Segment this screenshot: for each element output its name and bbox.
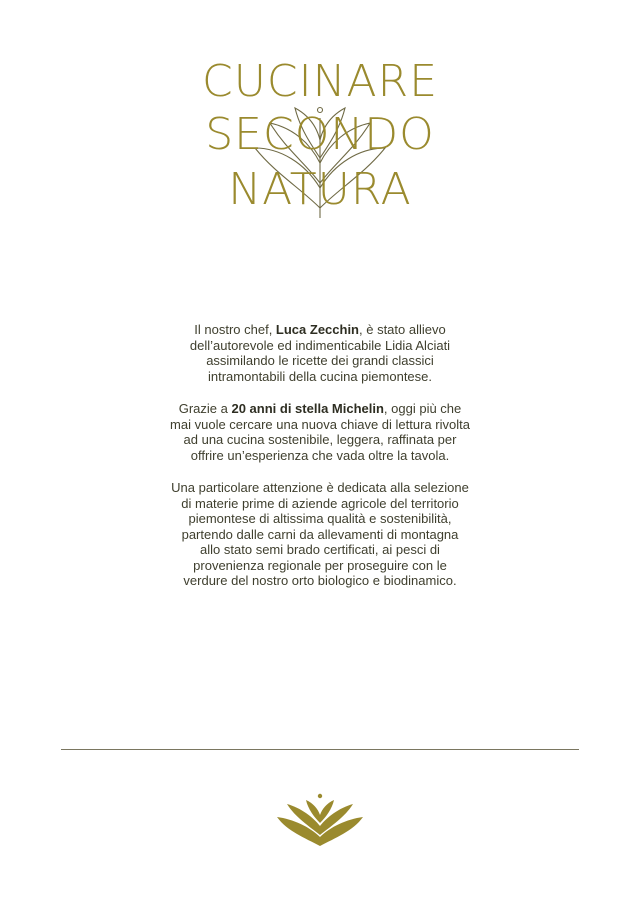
paragraph-2-text-a: Grazie a xyxy=(178,401,232,416)
paragraph-1-text-b: , è stato allievo dell’autorevole ed indimenticabile Lidia Alciati assimilando le ricette dei grandi classici intramontabili della cucina piemontese. xyxy=(189,322,451,384)
paragraph-1 xyxy=(170,322,470,384)
title-line-3: NATURA xyxy=(228,164,412,215)
paragraph-1-text-a: Il nostro chef, xyxy=(194,322,276,337)
leaf-logo-icon xyxy=(275,793,365,848)
body-text xyxy=(170,322,470,606)
paragraph-3-text: Una particolare attenzione è dedicata alla selezione di materie prime di aziende agricole del territorio piemontese di altissima qualità e sostenibilità, partendo dalle carni da allevamenti di montagna allo stato semi brado certificati, ai pesci di provenienza regionale per proseguire con le verdure del nostro orto biologico e biodinamico. xyxy=(171,480,469,588)
title-line-1: CUCINARE xyxy=(201,56,438,107)
paragraph-3 xyxy=(170,480,470,589)
page-title xyxy=(0,50,640,220)
chef-name: Luca Zecchin xyxy=(275,322,359,337)
michelin-highlight: 20 anni di stella Michelin xyxy=(231,401,384,416)
paragraph-2 xyxy=(170,401,470,463)
paragraph-2-text-b: , oggi più che mai vuole cercare una nuova chiave di lettura rivolta ad una cucina sostenibile, leggera, raffinata per offrire un’esperienza che vada oltre la tavola. xyxy=(170,401,470,463)
divider xyxy=(61,749,579,750)
title-line-2: SECONDO xyxy=(205,109,435,160)
